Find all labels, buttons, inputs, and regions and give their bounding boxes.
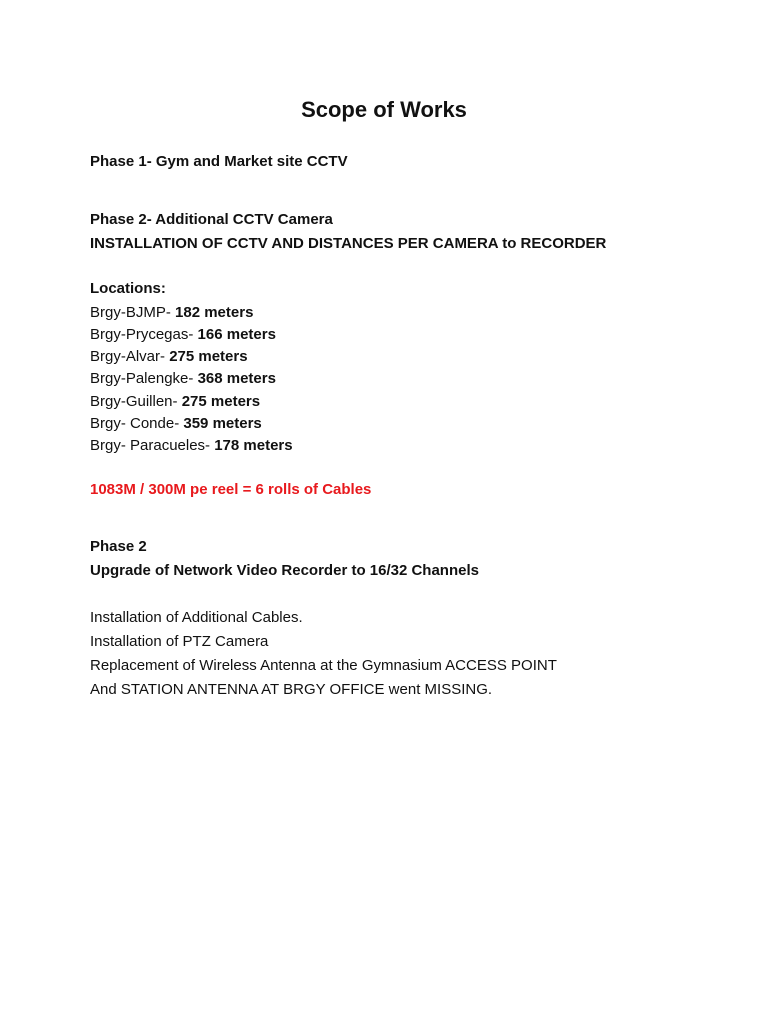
location-distance: 368 meters [197, 370, 276, 387]
location-name: Brgy- Conde- [90, 415, 184, 432]
location-distance: 359 meters [183, 415, 262, 432]
cable-summary: 1083M / 300M pe reel = 6 rolls of Cables [90, 481, 372, 498]
task-item: Installation of Additional Cables. [90, 609, 303, 626]
locations-label: Locations: [90, 280, 166, 297]
location-distance: 182 meters [175, 304, 254, 321]
location-distance: 178 meters [214, 437, 293, 454]
task-item: And STATION ANTENNA AT BRGY OFFICE went MISSING. [90, 681, 493, 698]
location-name: Brgy-Guillen- [90, 393, 182, 410]
location-item [90, 435, 293, 457]
location-item [90, 413, 262, 435]
location-distance: 275 meters [169, 348, 248, 365]
location-name: Brgy-Prycegas- [90, 326, 198, 343]
location-item [90, 324, 276, 346]
upgrade-heading: Upgrade of Network Video Recorder to 16/32 Channels [90, 562, 479, 579]
location-name: Brgy- Paracueles- [90, 437, 215, 454]
task-item: Installation of PTZ Camera [90, 633, 269, 650]
installation-heading: INSTALLATION OF CCTV AND DISTANCES PER CAMERA to RECORDER [90, 235, 607, 252]
location-name: Brgy-Alvar- [90, 348, 170, 365]
location-item [90, 368, 276, 390]
task-item: Replacement of Wireless Antenna at the Gymnasium ACCESS POINT [90, 657, 557, 674]
phase1-heading: Phase 1- Gym and Market site CCTV [90, 153, 348, 170]
location-name: Brgy-BJMP- [90, 304, 176, 321]
phase2-label: Phase 2 [90, 538, 147, 555]
document-title: Scope of Works [301, 97, 467, 122]
location-distance: 166 meters [197, 326, 276, 343]
location-name: Brgy-Palengke- [90, 370, 198, 387]
location-distance: 275 meters [181, 393, 261, 410]
location-item [90, 346, 248, 368]
phase2-heading: Phase 2- Additional CCTV Camera [90, 211, 333, 228]
location-item [90, 302, 253, 324]
location-item [90, 391, 260, 413]
